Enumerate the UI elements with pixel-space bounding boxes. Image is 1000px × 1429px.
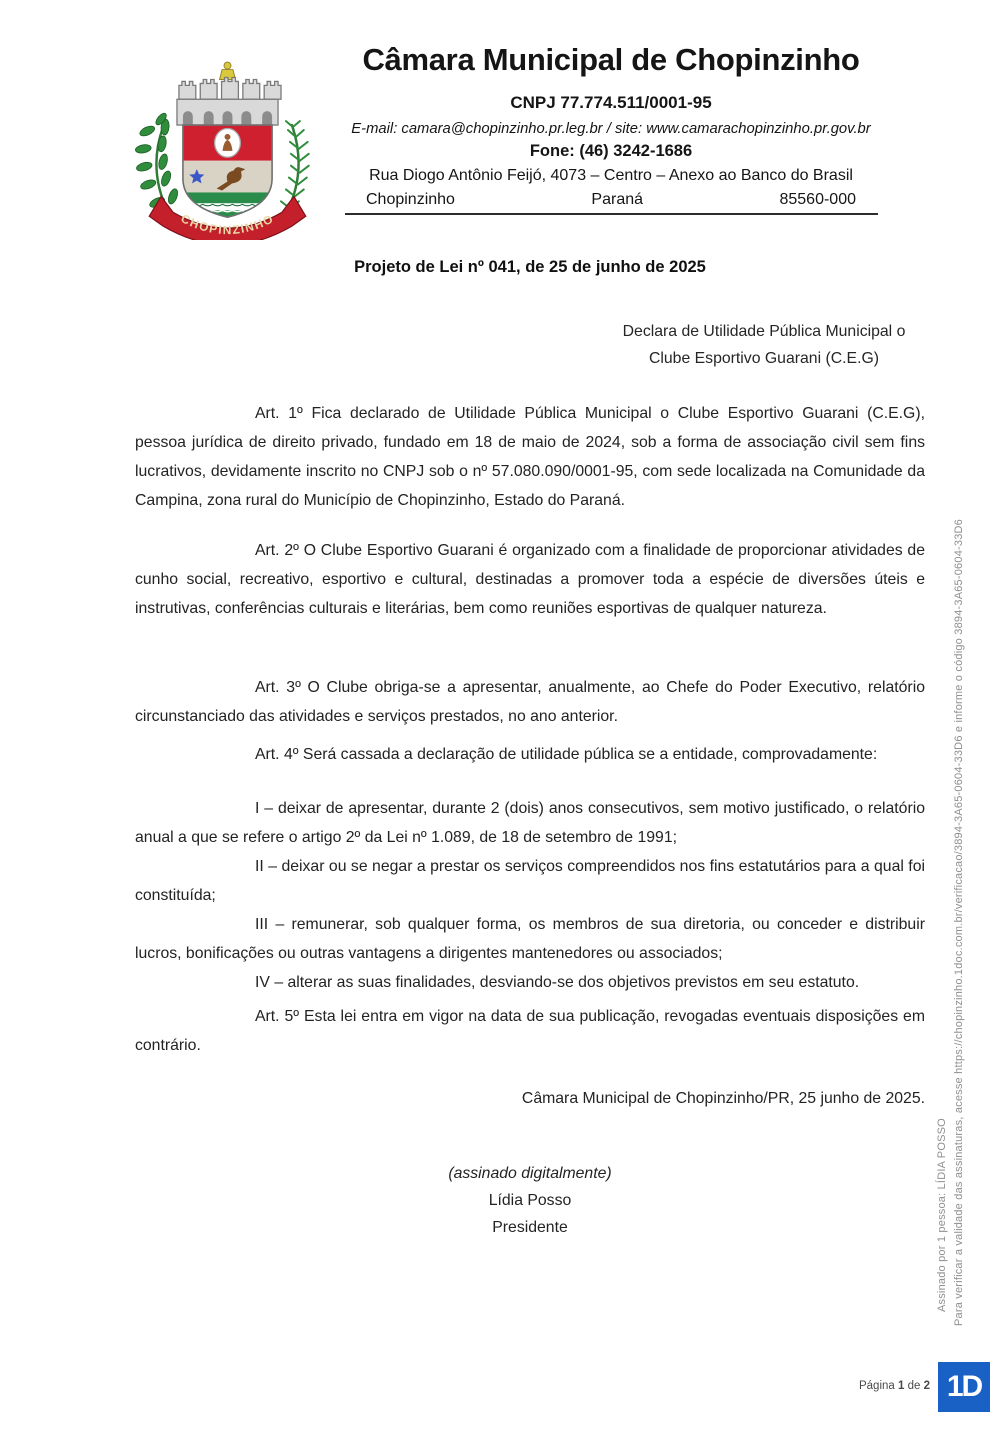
org-city: Chopinzinho (366, 191, 455, 208)
article-2-paragraph: Art. 2º O Clube Esportivo Guarani é organizado com a finalidade de proporcionar atividades de cunho social, recreativo, esportivo e cultural, destinadas a promover toda a espécie de diversões úteis e instrutivas, conferências culturais e literárias, bem como reuniões esportivas de qualquer natureza. (135, 542, 925, 617)
1doc-logo-icon (938, 1362, 990, 1412)
org-name: Câmara Municipal de Chopinzinho (362, 42, 860, 77)
mural-crown-icon (177, 77, 281, 125)
document-title: Projeto de Lei nº 041, de 25 de junho de 2025 (354, 258, 706, 276)
article-1-paragraph: Art. 1º Fica declarado de Utilidade Pública Municipal o Clube Esportivo Guarani (C.E.G), pessoa jurídica de direito privado, fundado em 18 de maio de 2024, sob a forma de associação civil sem fins lucrativos, devidamente inscrito no CNPJ sob o nº 57.080.090/0001-95, com sede localizada na Comunidade da Campina, zona rural do Município de Chopinzinho, Estado do Paraná. (135, 405, 925, 509)
article-4-paragraph: Art. 4º Será cassada a declaração de utilidade pública se a entidade, comprovadamente: (255, 746, 878, 763)
page-prefix: Página (858, 1380, 898, 1392)
shield-icon (183, 125, 272, 220)
org-address: Rua Diogo Antônio Feijó, 4073 – Centro – Anexo ao Banco do Brasil (369, 167, 853, 184)
article-5-paragraph: Art. 5º Esta lei entra em vigor na data de sua publicação, revogadas eventuais disposições em contrário. (135, 1008, 925, 1054)
signer-role: Presidente (492, 1219, 568, 1236)
org-email-site: E-mail: camara@chopinzinho.pr.leg.br / site: www.camarachopinzinho.pr.gov.br (351, 121, 871, 137)
summary-line-2: Clube Esportivo Guarani (C.E.G) (648, 350, 880, 367)
summary-line-1: Declara de Utilidade Pública Municipal o (622, 323, 906, 340)
municipal-crest-icon (130, 22, 325, 240)
org-city-row (366, 191, 856, 209)
1doc-logo-text: 1D (946, 1370, 982, 1403)
margin-verification-text: Para verificar a validade das assinaturas, acesse https://chopinzinho.1doc.com.br/verificacao/3894-3A65-0604-33D6 e informe o código 3894-3A65-0604-33D6 (953, 519, 965, 1326)
item-III: III – remunerar, sob qualquer forma, os membros de sua diretoria, ou conceder e distribuir lucros, bonificações ou outras vantagens a dirigentes mantenedores ou associados; (135, 916, 925, 962)
item-IV: IV – alterar as suas finalidades, desviando-se dos objetivos previstos em seu estatuto. (255, 974, 860, 991)
crest-banner-text: CHOPINZINHO (178, 211, 277, 238)
digital-signature-note: (assinado digitalmente) (448, 1165, 612, 1182)
header-divider (345, 213, 878, 215)
org-zip: 85560-000 (779, 191, 856, 208)
margin-signed-by-text: Assinado por 1 pessoa: LÍDIA POSSO (936, 1118, 948, 1312)
signer-name: Lídia Posso (488, 1192, 572, 1209)
article-3-paragraph: Art. 3º O Clube obriga-se a apresentar, anualmente, ao Chefe do Poder Executivo, relatório circunstanciado das atividades e serviços prestados, no ano anterior. (135, 679, 925, 725)
date-line: Câmara Municipal de Chopinzinho/PR, 25 junho de 2025. (521, 1090, 925, 1107)
page-separator: de (904, 1380, 924, 1392)
laurel-branch-icon (135, 112, 180, 215)
crest-svg (130, 22, 325, 240)
org-state: Paraná (591, 191, 644, 208)
org-cnpj: CNPJ 77.774.511/0001-95 (510, 93, 712, 112)
letterhead (322, 42, 900, 209)
page-current: 1 (898, 1380, 905, 1392)
item-I: I – deixar de apresentar, durante 2 (dois) anos consecutivos, sem motivo justificado, o relatório anual a que se refere o artigo 2º da Lei nº 1.089, de 18 de setembro de 1991; (135, 800, 925, 846)
signature-block (135, 1160, 925, 1241)
article-4-items (135, 794, 925, 997)
page-number-label (852, 1380, 930, 1392)
item-II: II – deixar ou se negar a prestar os serviços compreendidos nos fins estatutários para a qual foi constituída; (135, 858, 925, 904)
document-summary (598, 318, 930, 372)
page-total: 2 (923, 1380, 930, 1392)
org-phone: Fone: (46) 3242-1686 (529, 142, 693, 160)
